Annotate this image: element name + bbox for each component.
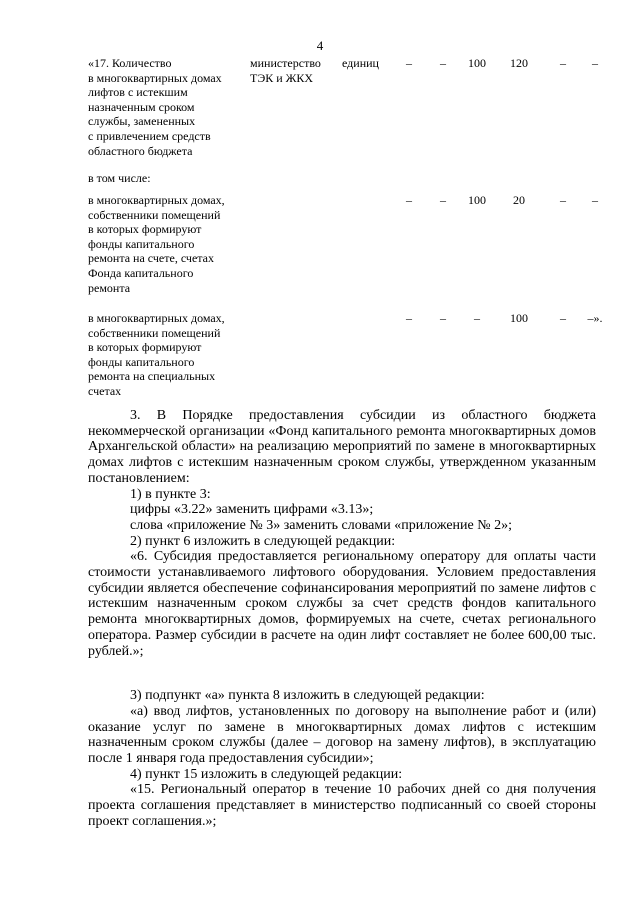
paragraph: «15. Региональный оператор в течение 10 рабочих дней со дня получения проекта соглашения представляет в министерство подписанный со своей стороны проект соглашения.»; bbox=[88, 782, 596, 829]
paragraph: 4) пункт 15 изложить в следующей редакции: bbox=[130, 766, 403, 782]
table-cell-value: – bbox=[440, 56, 446, 70]
paragraph: слова «приложение № 3» заменить словами «приложение № 2»; bbox=[130, 517, 512, 533]
table-cell-value: 120 bbox=[510, 56, 528, 70]
table-cell-value: – bbox=[592, 193, 598, 207]
table-row-name: в многоквартирных домах, собственники помещений в которых формируют фонды капитального ремонта на счете, счетах Фонда капитального ремонта bbox=[88, 193, 225, 295]
paragraph: 2) пункт 6 изложить в следующей редакции: bbox=[130, 533, 396, 549]
page-number: 4 bbox=[316, 38, 324, 53]
table-row-name: в том числе: bbox=[88, 171, 151, 185]
table-cell-value: –». bbox=[587, 311, 603, 325]
table-cell-value: 100 bbox=[468, 56, 486, 70]
paragraph: «6. Субсидия предоставляется региональному оператору для оплаты части стоимости устанавливаемого лифтового оборудования. Условием предоставления субсидии является обеспечение софинансирования мероприятий по замене лифтов с истекшим назначенным сроком службы за счет средств фондов капитального ремонта многоквартирных домов, формируемых на счете, счетах регионального оператора. Размер субсидии в расчете на один лифт составляет не более 600,00 тыс. рублей.»; bbox=[88, 549, 596, 659]
table-cell-value: 100 bbox=[510, 311, 528, 325]
table-row-name: в многоквартирных домах, собственники помещений в которых формируют фонды капитального ремонта на специальных счетах bbox=[88, 311, 225, 398]
table-row-name: «17. Количество в многоквартирных домах лифтов с истекшим назначенным сроком службы, замененных с привлечением средств областного бюджета bbox=[88, 56, 222, 158]
table-cell-value: – bbox=[406, 193, 412, 207]
paragraph: 3. В Порядке предоставления субсидии из областного бюджета некоммерческой организации «Фонд капитального ремонта многоквартирных домов Архангельской области» на реализацию мероприятий по замене в многоквартирных домах лифтов с истекшим назначенным сроком службы, утвержденном указанным постановлением: bbox=[88, 408, 596, 486]
table-row-agency: министерство ТЭК и ЖКХ bbox=[250, 56, 321, 85]
table-cell-value: – bbox=[560, 311, 566, 325]
table-cell-value: – bbox=[406, 311, 412, 325]
document-body bbox=[88, 408, 596, 830]
table-cell-value: 20 bbox=[513, 193, 525, 207]
paragraph: цифры «3.22» заменить цифрами «3.13»; bbox=[130, 502, 374, 518]
table-cell-value: – bbox=[474, 311, 480, 325]
table-row-unit: единиц bbox=[342, 56, 379, 70]
table-cell-value: – bbox=[592, 56, 598, 70]
table-cell-value: – bbox=[560, 56, 566, 70]
table-cell-value: 100 bbox=[468, 193, 486, 207]
table-cell-value: – bbox=[440, 193, 446, 207]
paragraph: 3) подпункт «а» пункта 8 изложить в следующей редакции: bbox=[130, 688, 485, 704]
table-cell-value: – bbox=[406, 56, 412, 70]
table-cell-value: – bbox=[440, 311, 446, 325]
paragraph: «а) ввод лифтов, установленных по договору на выполнение работ и (или) оказание услуг по замене в многоквартирных домах лифтов с истекшим назначенным сроком службы (далее – договор на замену лифтов), в эксплуатацию после 1 января года предоставления субсидии»; bbox=[88, 703, 596, 767]
paragraph: 1) в пункте 3: bbox=[130, 486, 211, 502]
table-cell-value: – bbox=[560, 193, 566, 207]
